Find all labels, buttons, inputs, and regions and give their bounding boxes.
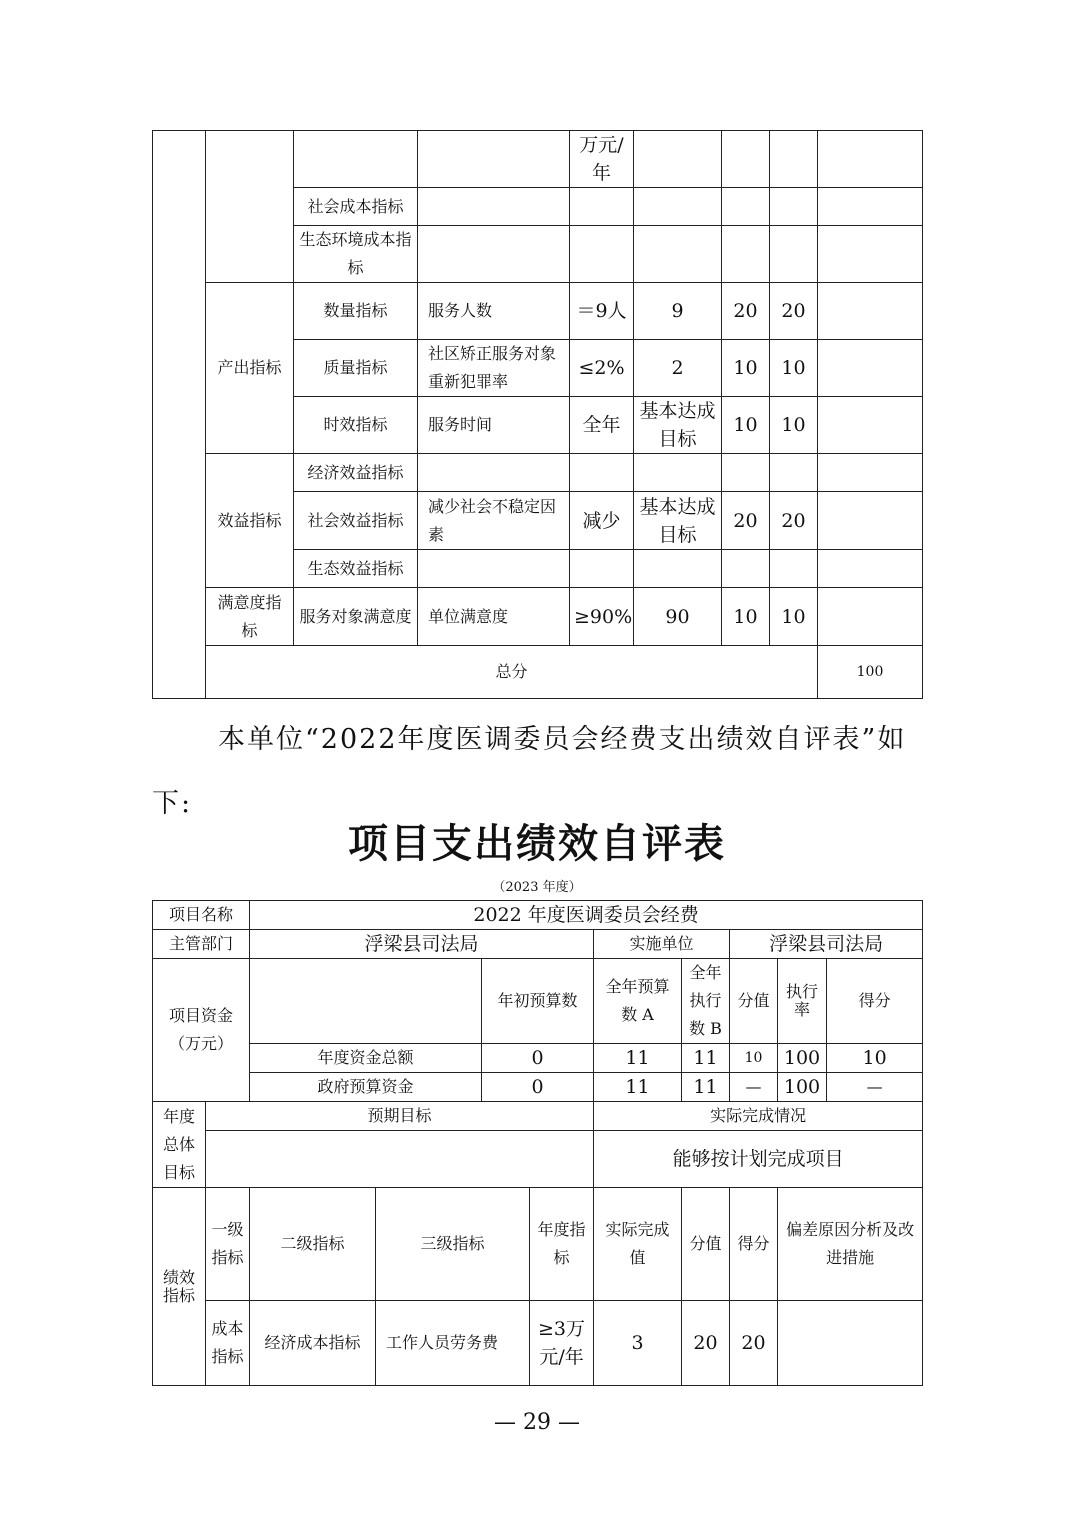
table-cell: 经济效益指标 [294,454,418,492]
page-number: — 29 — [494,1410,580,1435]
table-cell: 满意度指标 [206,588,294,646]
table-cell: 20 [682,1301,730,1386]
table-cell: 11 [594,1073,682,1102]
total-score: 100 [818,646,923,699]
table-cell: 10 [722,397,770,454]
actual-label: 实际完成情况 [594,1102,923,1131]
table-cell [634,131,722,188]
table-cell [818,340,923,397]
col-actual: 实际完成值 [594,1188,682,1301]
table-cell [634,454,722,492]
table-cell: ≥3万元/年 [530,1301,594,1386]
table-cell: 11 [682,1044,730,1073]
table-cell: 20 [722,492,770,550]
table-cell: 20 [722,283,770,340]
table-cell [722,131,770,188]
table-cell: ≥90% [570,588,634,646]
table-cell: 90 [634,588,722,646]
table-cell: 减少社会不稳定因素 [418,492,570,550]
table-row [153,1073,923,1102]
table-cell: 社会效益指标 [294,492,418,550]
table-cell [722,550,770,588]
table-cell: 11 [594,1044,682,1073]
table-cell [818,454,923,492]
table-cell: 时效指标 [294,397,418,454]
table-cell: 质量指标 [294,340,418,397]
table-cell [634,226,722,283]
col-executed: 全年执行数 B [682,959,730,1044]
table-row [153,1301,923,1386]
project-name-label: 项目名称 [153,901,250,930]
table-cell [818,492,923,550]
table-cell [418,550,570,588]
col-initial: 年初预算数 [482,959,594,1044]
table-cell [570,226,634,283]
col-reason: 偏差原因分析及改进措施 [778,1188,923,1301]
table-cell [770,226,818,283]
table-cell [818,588,923,646]
table-cell: ≤2% [570,340,634,397]
table-cell: 服务时间 [418,397,570,454]
table-cell: 11 [682,1073,730,1102]
table-row [153,930,923,959]
table-cell [770,131,818,188]
dept-label: 主管部门 [153,930,250,959]
funds-label: 项目资金（万元） [153,959,250,1102]
dept-value: 浮梁县司法局 [250,930,594,959]
table-cell: 全年 [570,397,634,454]
performance-table-continued [152,130,923,699]
table-cell: 减少 [570,492,634,550]
table-cell: 20 [770,283,818,340]
table-cell [634,188,722,226]
table-row [153,959,923,1044]
table-cell [294,131,418,188]
table-cell [818,550,923,588]
self-evaluation-table [152,900,923,1386]
impl-value: 浮梁县司法局 [730,930,923,959]
table-cell: 基本达成目标 [634,492,722,550]
table-cell: 10 [770,588,818,646]
table-cell [418,131,570,188]
perf-label: 绩效指标 [153,1188,206,1386]
table-row [153,1102,923,1131]
table-cell: 万元/年 [570,131,634,188]
table-row [153,1188,923,1301]
table-row [153,901,923,930]
table-cell [634,550,722,588]
total-label: 总分 [206,646,818,699]
table-cell [418,188,570,226]
table-cell [770,188,818,226]
table-cell [418,226,570,283]
table-row [153,454,923,492]
table-cell: 社会成本指标 [294,188,418,226]
actual-value: 能够按计划完成项目 [594,1131,923,1188]
project-name: 2022 年度医调委员会经费 [250,901,923,930]
table-cell: 10 [827,1044,923,1073]
table-cell: 20 [770,492,818,550]
table-cell: 10 [722,340,770,397]
table-cell [722,454,770,492]
impl-label: 实施单位 [594,930,730,959]
table-cell [570,188,634,226]
col-full-year: 全年预算数 A [594,959,682,1044]
table-cell [818,283,923,340]
table-cell: 服务人数 [418,283,570,340]
table-cell [778,1301,923,1386]
table-cell: 20 [730,1301,778,1386]
table-cell: 数量指标 [294,283,418,340]
table-cell [206,131,294,283]
table-cell [722,188,770,226]
table-cell: 2 [634,340,722,397]
table-cell [153,131,206,699]
table-cell: 单位满意度 [418,588,570,646]
table-cell [770,550,818,588]
table-cell: 生态效益指标 [294,550,418,588]
table-cell: 10 [722,588,770,646]
table-row [153,1044,923,1073]
table-cell: 工作人员劳务费 [376,1301,530,1386]
funds-row-label: 政府预算资金 [250,1073,482,1102]
goal-label: 年度总体目标 [153,1102,206,1188]
col-l3: 三级指标 [376,1188,530,1301]
table-cell [570,550,634,588]
table-cell: — [730,1073,778,1102]
table-cell [770,454,818,492]
table-cell [250,959,482,1044]
table-cell: 成本指标 [206,1301,250,1386]
table-cell: 0 [482,1044,594,1073]
table-cell: 服务对象满意度 [294,588,418,646]
table-cell: 0 [482,1073,594,1102]
col-points: 分值 [730,959,778,1044]
table-cell [722,226,770,283]
table-cell: 10 [770,340,818,397]
table-cell [818,131,923,188]
col-l1: 一级指标 [206,1188,250,1301]
table-row [153,588,923,646]
table-cell: 生态环境成本指标 [294,226,418,283]
table-cell: 100 [778,1044,827,1073]
col-rate: 执行率 [778,959,827,1044]
table-cell: 3 [594,1301,682,1386]
table-cell: — [827,1073,923,1102]
table-cell [570,454,634,492]
table-cell [418,454,570,492]
table-cell: 9 [634,283,722,340]
table-cell: 效益指标 [206,454,294,588]
expected-value [206,1131,594,1188]
funds-row-label: 年度资金总额 [250,1044,482,1073]
expected-label: 预期目标 [206,1102,594,1131]
table-cell: 10 [770,397,818,454]
table-cell: 社区矫正服务对象重新犯罪率 [418,340,570,397]
table-row [153,1131,923,1188]
col-score: 得分 [827,959,923,1044]
table-cell: ＝9人 [570,283,634,340]
table-cell: 10 [730,1044,778,1073]
table-cell: 基本达成目标 [634,397,722,454]
table-cell: 100 [778,1073,827,1102]
table-row [153,283,923,340]
table-cell: 产出指标 [206,283,294,454]
intro-paragraph: 本单位“2022年度医调委员会经费支出绩效自评表”如下: [152,724,907,819]
col-l2: 二级指标 [250,1188,376,1301]
col-target: 年度指标 [530,1188,594,1301]
table-cell [818,188,923,226]
table-row [153,646,923,699]
col-score: 得分 [730,1188,778,1301]
page-title: 项目支出绩效自评表 [348,821,726,867]
table-cell [818,226,923,283]
table-cell: 经济成本指标 [250,1301,376,1386]
table-cell [818,397,923,454]
report-year: （2023 年度） [492,880,582,895]
col-points: 分值 [682,1188,730,1301]
table-row [153,131,923,188]
